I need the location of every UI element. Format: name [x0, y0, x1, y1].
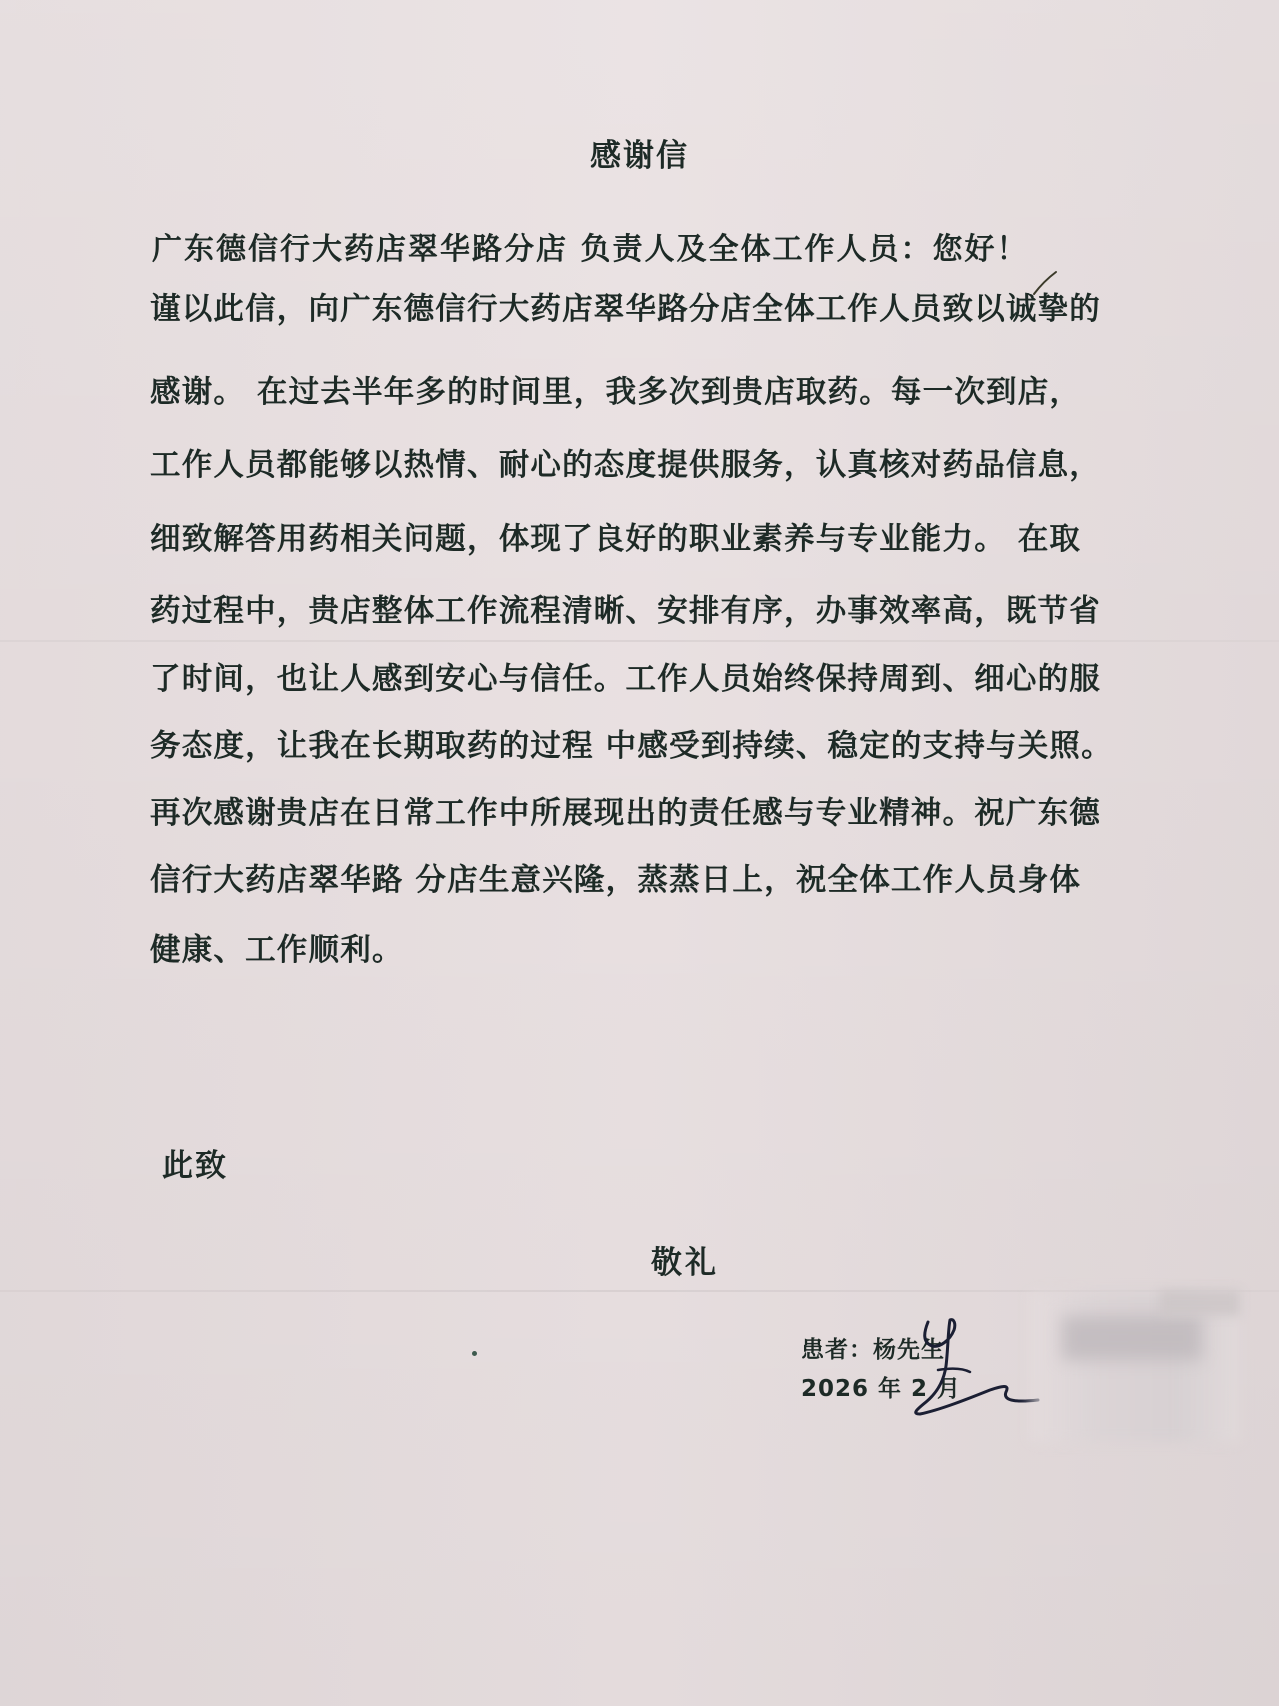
paper-fold	[0, 640, 1279, 642]
body-line: 再次感谢贵店在日常工作中所展现出的责任感与专业精神。祝广东德	[150, 796, 1101, 831]
letter-salutation: 广东德信行大药店翠华路分店 负责人及全体工作人员：您好！	[152, 232, 1029, 267]
closing-cizhi: 此致	[162, 1148, 228, 1184]
body-line: 健康、工作顺利。	[150, 933, 404, 968]
body-line: 谨以此信，向广东德信行大药店翠华路分店全体工作人员致以诚挚的	[150, 292, 1101, 327]
body-line: 了时间，也让人感到安心与信任。工作人员始终保持周到、细心的服	[150, 662, 1101, 697]
letter-date: 2026 年 2 月	[801, 1376, 962, 1402]
ink-dot	[472, 1351, 477, 1356]
redacted-area	[1062, 1316, 1202, 1360]
body-line: 信行大药店翠华路 分店生意兴隆，蒸蒸日上，祝全体工作人员身体	[150, 863, 1082, 898]
body-line: 务态度，让我在长期取药的过程 中感受到持续、稳定的支持与关照。	[150, 729, 1113, 764]
handwritten-signature	[910, 1310, 1050, 1430]
letter-title: 感谢信	[590, 138, 689, 174]
redacted-area	[1160, 1290, 1240, 1316]
pen-mark-icon	[1030, 268, 1060, 298]
body-line: 工作人员都能够以热情、耐心的态度提供服务，认真核对药品信息，	[150, 448, 1101, 483]
sender-label: 患者：杨先生	[801, 1337, 945, 1363]
body-line: 细致解答用药相关问题，体现了良好的职业素养与专业能力。 在取	[150, 522, 1082, 557]
body-line: 药过程中，贵店整体工作流程清晰、安排有序，办事效率高，既节省	[150, 594, 1101, 629]
body-line: 感谢。 在过去半年多的时间里，我多次到贵店取药。每一次到店，	[150, 375, 1082, 410]
closing-jingli: 敬礼	[651, 1245, 719, 1281]
